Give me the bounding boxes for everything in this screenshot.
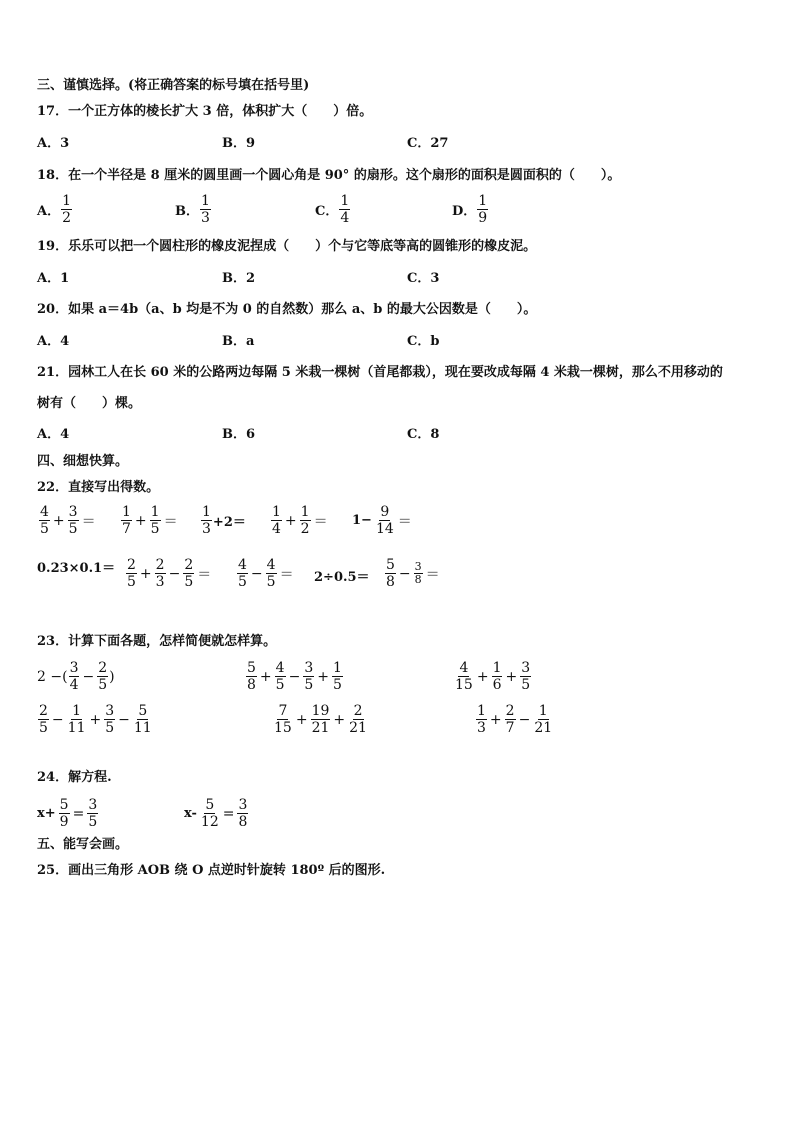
numerator: 3 [68,504,78,520]
fraction [332,660,343,693]
numerator: 1 [477,703,486,719]
fraction [375,504,395,537]
denominator: 3 [201,210,210,226]
numerator: 3 [69,660,79,676]
q23-stem: 23．计算下面各题，怎样简便就怎样算。 [37,634,277,649]
math-text: 15 [274,720,292,736]
fraction [155,557,166,590]
numerator: 19 [311,703,330,719]
fraction [303,660,314,693]
math-text: 8 [414,573,422,586]
math-text: x- [184,806,197,821]
math-text: 6 [492,677,502,693]
fraction [69,660,80,693]
math-text: 21 [534,720,553,736]
operator: − [82,668,95,685]
operator: ＝ [313,513,328,530]
numerator: 1 [201,193,210,209]
operator: ＝ [397,513,412,530]
numerator: 3 [88,797,98,813]
section-5-title: 五、能写会画。 [37,837,129,852]
operator: = [222,805,235,822]
numerator: 3 [238,797,248,813]
fraction [273,703,293,736]
q22-expr-7 [125,557,213,590]
operator: − [168,565,181,582]
q22-expr-2 [120,504,180,537]
q18-option-c [315,193,351,226]
numerator: 1 [202,504,211,520]
numerator: 7 [278,703,288,719]
option-label: A． [37,204,61,219]
q19-option-a: A．1 [37,271,70,286]
fraction [38,703,49,736]
math-text: 5 [150,521,160,537]
fraction [414,561,423,586]
math-text: 2 −( [37,668,68,685]
q19-option-c: C．3 [407,271,440,286]
math-text: 14 [375,521,394,537]
math-text: 5 [105,720,115,736]
numerator: 2 [505,703,515,719]
fraction [97,660,108,693]
q17-option-c: C．27 [407,136,449,151]
fraction [183,557,194,590]
q20-option-a: A．4 [37,334,70,349]
fraction [385,557,396,590]
math-text: 12 [200,814,219,830]
numerator: 4 [238,557,247,573]
operator: ＝ [425,566,440,583]
q17-stem: 17．一个正方体的棱长扩大 3 倍，体积扩大（ ）倍。 [37,104,373,119]
operator: − [250,565,263,582]
fraction [311,703,331,736]
math-text: 2 [300,521,310,537]
operator: ＝ [163,513,178,530]
numerator: 1 [538,703,548,719]
q23-expr-2 [245,660,344,693]
numerator: 2 [353,703,363,719]
operator: + [259,668,272,685]
math-text: 5 [88,814,98,830]
math-text: 4 [272,521,281,537]
q21-stem-line2: 树有（ ）棵。 [37,396,142,411]
q22-expr-9 [314,566,372,585]
fraction [246,660,257,693]
math-text: 21 [311,720,330,736]
fraction [126,557,137,590]
math-text: 11 [67,720,86,736]
q21-stem-line1: 21．园林工人在长 60 米的公路两边每隔 5 米栽一棵树（首尾都栽），现在要改成每隔 4 米栽一棵树，那么不用移动的 [37,365,723,380]
q22-expr-10 [384,557,442,590]
fraction [348,703,368,736]
q18-option-b [175,193,212,226]
numerator: 4 [275,660,285,676]
section-3-title: 三、谨慎选择。(将正确答案的标号填在括号里) [37,78,310,93]
operator: + [295,711,308,728]
fraction [39,504,50,537]
math-text: 2÷0.5＝ [314,570,370,585]
operator: − [51,711,64,728]
numerator: 2 [155,557,165,573]
numerator: 1 [72,703,82,719]
fraction [61,193,72,226]
fraction [150,504,161,537]
q23-expr-1 [37,660,115,693]
fraction [59,797,70,830]
math-text: 5 [238,574,247,590]
numerator: 4 [266,557,276,573]
math-text: 5 [127,574,136,590]
operator: = [72,805,85,822]
q18-stem: 18．在一个半径是 8 厘米的圆里画一个圆心角是 90° 的扇形。这个扇形的面积是圆面积的（ ）。 [37,168,621,183]
operator: ＝ [81,513,96,530]
fraction [87,797,98,830]
q20-option-b: B．a [222,334,255,349]
q19-option-b: B．2 [222,271,256,286]
fraction [200,193,211,226]
q24-equation-2 [184,797,249,830]
numerator: 2 [98,660,108,676]
denominator: 9 [478,210,488,226]
math-text: 5 [68,521,78,537]
q22-expr-1 [38,504,98,537]
q22-expr-5 [352,504,414,537]
fraction [477,193,488,226]
math-text: 5 [332,677,342,693]
fraction [505,703,516,736]
operator: + [333,711,346,728]
math-text: 8 [238,814,248,830]
math-text: 11 [133,720,152,736]
numerator: 3 [304,660,314,676]
numerator: 9 [380,504,390,520]
math-text: 3 [477,720,486,736]
fraction [200,797,220,830]
q24-equation-1 [37,797,99,830]
operator: + [284,512,297,529]
q23-expr-4 [37,703,154,736]
numerator: 3 [105,703,115,719]
fraction [133,703,153,736]
operator: ＝ [279,566,294,583]
numerator: 5 [386,557,395,573]
numerator: 3 [414,560,422,573]
q22-expr-4 [270,504,330,537]
math-text: 8 [247,677,256,693]
math-text: 7 [505,720,515,736]
numerator: 1 [122,504,131,520]
math-text: 0.23×0.1＝ [37,561,116,576]
numerator: 1 [300,504,310,520]
fraction [237,557,248,590]
fraction [237,797,248,830]
numerator: 1 [62,193,72,209]
numerator: 3 [521,660,531,676]
operator: − [518,711,531,728]
math-text: 5 [40,521,49,537]
math-text: x+ [37,806,56,821]
math-text: 8 [386,574,395,590]
q20-option-c: C．b [407,334,440,349]
q25-stem: 25．画出三角形 AOB 绕 O 点逆时针旋转 180º 后的图形. [37,863,386,878]
q18-option-d [452,193,489,226]
numerator: 1 [340,193,350,209]
math-text: 7 [122,521,131,537]
math-text: 5 [521,677,531,693]
section-4-title: 四、细想快算。 [37,454,129,469]
option-label: B． [175,204,199,219]
math-text: 5 [39,720,48,736]
operator: − [288,668,301,685]
math-text: 1− [352,513,372,528]
numerator: 1 [150,504,160,520]
numerator: 1 [332,660,342,676]
q21-option-a: A．4 [37,427,70,442]
q19-stem: 19．乐乐可以把一个圆柱形的橡皮泥捏成（ ）个与它等底等高的圆锥形的橡皮泥。 [37,239,537,254]
math-text: +2＝ [212,515,246,530]
q21-option-b: B．6 [222,427,256,442]
numerator: 1 [272,504,281,520]
q20-stem: 20．如果 a＝4b（a、b 均是不为 0 的自然数）那么 a、b 的最大公因数是（ ）。 [37,302,537,317]
math-text: 21 [349,720,367,736]
math-text: 5 [275,677,285,693]
operator: − [398,565,411,582]
q22-expr-3 [200,504,248,537]
fraction [520,660,531,693]
fraction [339,193,350,226]
operator: + [476,668,489,685]
numerator: 5 [138,703,148,719]
numerator: 1 [478,193,488,209]
math-text: 5 [98,677,108,693]
fraction [275,660,286,693]
numerator: 1 [492,660,502,676]
fraction [533,703,553,736]
operator: + [317,668,329,685]
q18-option-a [37,193,73,226]
fraction [454,660,474,693]
q22-expr-8 [236,557,296,590]
denominator: 4 [340,210,350,226]
q23-expr-6 [475,703,554,736]
q21-option-c: C．8 [407,427,440,442]
numerator: 2 [127,557,136,573]
fraction [266,557,277,590]
numerator: 5 [59,797,69,813]
numerator: 4 [459,660,469,676]
numerator: 4 [40,504,49,520]
operator: + [134,512,147,529]
operator: − [118,711,130,728]
fraction [104,703,115,736]
operator: + [505,668,518,685]
math-text: 4 [69,677,79,693]
fraction [271,504,282,537]
math-text: 5 [184,574,194,590]
q17-option-a: A．3 [37,136,70,151]
q23-expr-5 [272,703,369,736]
operator: + [489,711,502,728]
math-text: ) [109,668,115,685]
q23-expr-3 [453,660,532,693]
fraction [492,660,503,693]
numerator: 5 [247,660,256,676]
numerator: 2 [39,703,48,719]
denominator: 2 [62,210,72,226]
numerator: 2 [184,557,194,573]
math-text: 3 [202,521,211,537]
operator: + [52,512,65,529]
fraction [121,504,132,537]
fraction [201,504,212,537]
math-text: 9 [59,814,69,830]
fraction [68,504,79,537]
operator: + [139,565,152,582]
option-label: D． [452,204,477,219]
q22-expr-6 [37,557,117,576]
math-text: 5 [266,574,276,590]
fraction [67,703,87,736]
operator: + [89,711,102,728]
option-label: C． [315,204,339,219]
q17-option-b: B．9 [222,136,256,151]
numerator: 5 [205,797,215,813]
operator: ＝ [197,566,212,583]
q22-stem: 22．直接写出得数。 [37,480,160,495]
math-text: 15 [455,677,473,693]
q24-stem: 24．解方程. [37,770,112,785]
fraction [300,504,311,537]
math-text: 3 [155,574,165,590]
fraction [476,703,487,736]
math-text: 5 [304,677,314,693]
